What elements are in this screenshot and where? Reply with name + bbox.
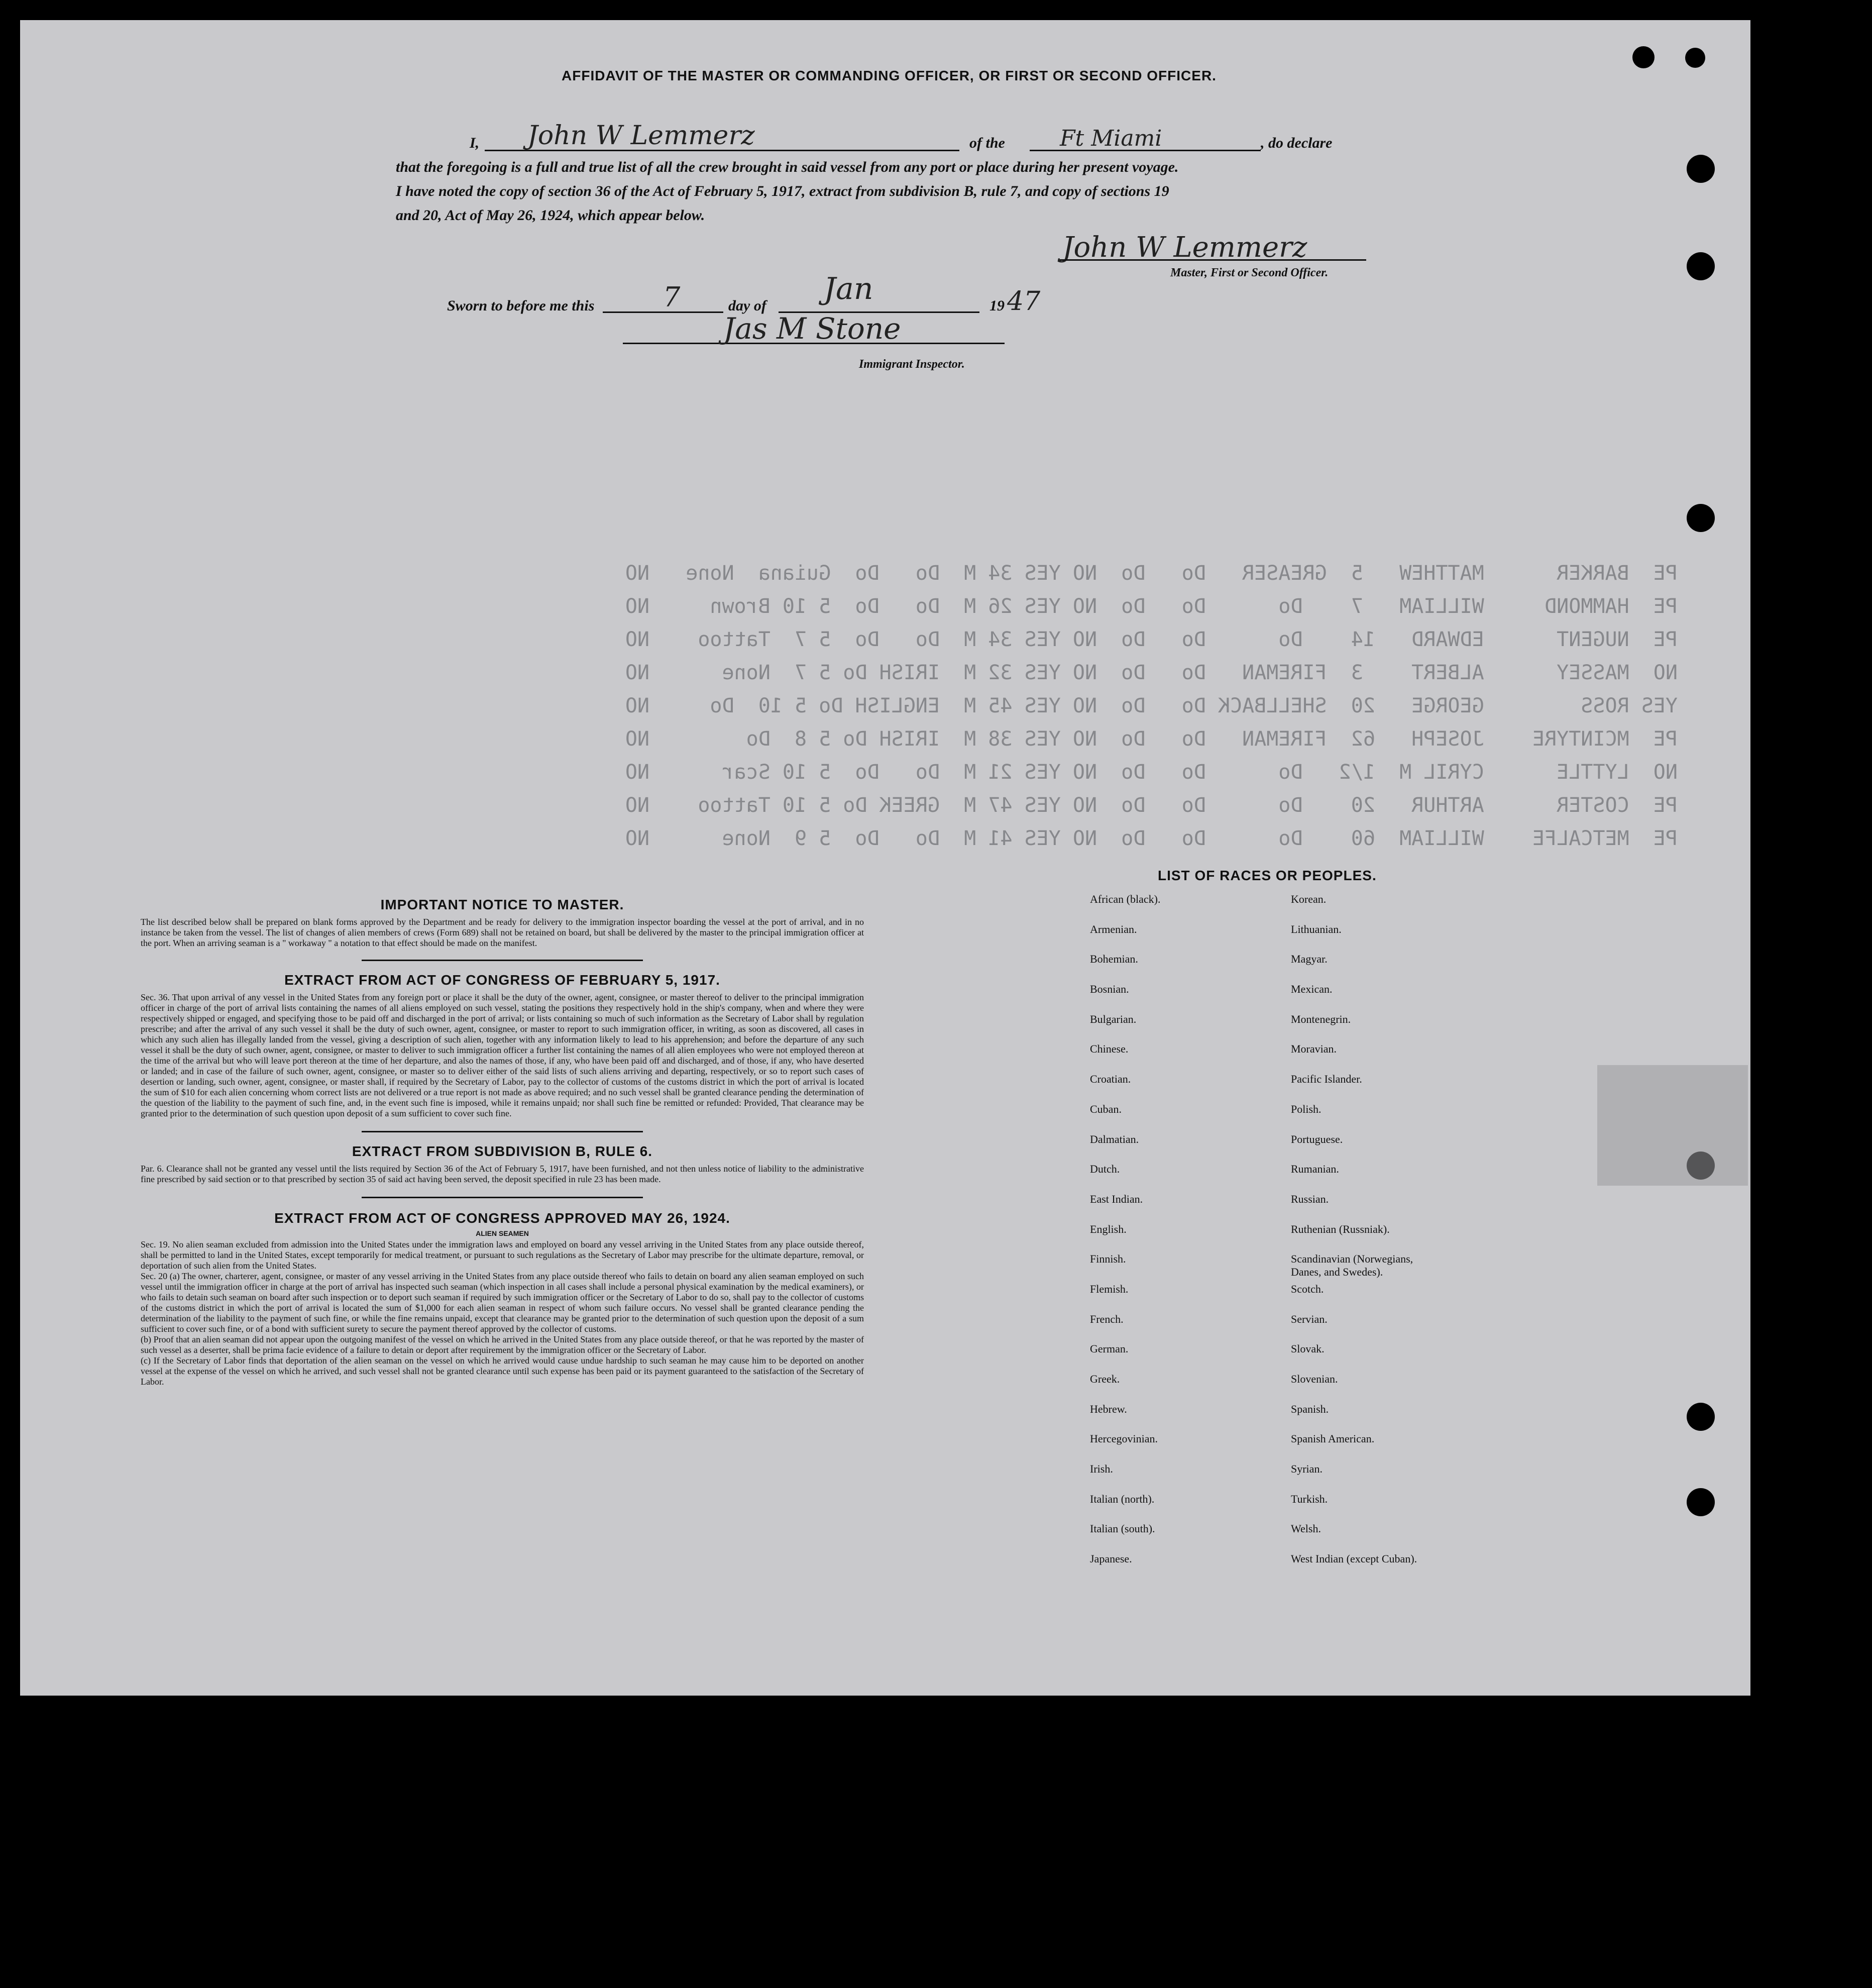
affidavit-line-2: that the foregoing is a full and true list of all the crew brought in said vessel from any port or place during her present voyage. xyxy=(396,159,1179,175)
rule-6-body: Par. 6. Clearance shall not be granted any vessel until the lists required by Section 36 of the Act of February 5, 1917, have been furnished, and not then unless notice of liability to the administrative fine prescribed by said section or to that prescribed by section 35 of said act having been served, the deposit specified in rule 23 has been made. xyxy=(141,1164,864,1184)
race-item: Japanese. xyxy=(1090,1552,1132,1565)
race-item: West Indian (except Cuban). xyxy=(1291,1552,1417,1565)
master-signature: John W Lemmerz xyxy=(1062,231,1307,264)
master-caption: Master, First or Second Officer. xyxy=(1170,266,1329,279)
declarant-label: I, xyxy=(470,135,480,151)
declare-label: , do declare xyxy=(1261,135,1333,151)
race-item: English. xyxy=(1090,1222,1127,1235)
race-item: Italian (south). xyxy=(1090,1522,1155,1535)
punch-hole xyxy=(1632,46,1655,68)
punch-hole xyxy=(1687,1488,1715,1516)
race-item: Welsh. xyxy=(1291,1522,1321,1535)
punch-hole xyxy=(1687,1403,1715,1431)
affidavit-line-4: and 20, Act of May 26, 1924, which appear below. xyxy=(396,207,705,224)
year-prefix: 19 xyxy=(989,297,1005,314)
race-item: Magyar. xyxy=(1291,953,1328,966)
extract-1917-body: Sec. 36. That upon arrival of any vessel in the United States from any foreign port or place it shall be the duty of the owner, agent, consignee, or master thereof to deliver to the principal immigration officer in charge of the port of arrival lists containing the names of all aliens employed on such vessel, stating the positions they respectively hold in the ship's company, when and where they were respectively shipped or engaged, and specifying those to be paid off and discharged in the port of arrival; or lists containing so much of such information as the Secretary of Labor shall by regulation prescribe; and after the arrival of any such vessel it shall be the duty of such owner, agent, consignee, or master to report to such immigration officer, in writing, as soon as discovered, all cases in which any such alien has illegally landed from the vessel, giving a description of such alien, together with any information likely to lead to his apprehension; and before the departure of any such vessel it shall be the duty of such owner, agent, consignee, or master to deliver to such immigration officer a further list containing the names of all alien employees who were not employed thereon at the time of the arrival but who will leave port thereon at the time of her departure, and also the names of those, if any, who have been paid off and discharged, and of those, if any, who have deserted or landed; and in case of the failure of such owner, agent, consignee, or master so to deliver either of the said lists of such aliens arriving and departing, respectively, or so to report such cases of desertion or landing, such owner, agent, consignee, or master shall, if required by the Secretary of Labor, pay to the collector of customs of the customs district in which the port of arrival is located the sum of $10 for each alien concerning whom correct lists are not delivered or a true report is not made as above required; and no such vessel shall be granted clearance pending the determination of the question of the liability to the payment of such fine, and, in the event such fine is imposed, while it remains unpaid; nor shall such fine be remitted or refunded: Provided, That clearance may be granted prior to the determination of such question upon deposit of a sum sufficient to cover such fine. xyxy=(141,992,864,1118)
race-item: Hebrew. xyxy=(1090,1402,1127,1415)
ghost-row: YES ROSS GEORGE 20 SHELLBACK Do Do NO YES 45 M ENGLISH Do 5 10 Do NO xyxy=(625,694,1678,717)
ghost-row: PE BARKER MATTHEW 5 GREASER Do Do NO YES 34 M Do Do Guiana None NO xyxy=(625,562,1678,585)
race-item: Dalmatian. xyxy=(1090,1132,1139,1145)
punch-hole xyxy=(1687,504,1715,532)
race-item: Flemish. xyxy=(1090,1282,1129,1295)
race-item: Montenegrin. xyxy=(1291,1012,1351,1025)
race-item: Turkish. xyxy=(1291,1492,1328,1505)
punch-hole xyxy=(1685,48,1705,68)
divider xyxy=(362,960,643,961)
ghost-row: PE COSTER ARTHUR 20 Do Do Do NO YES 47 M GREEK Do 5 10 Tattoo NO xyxy=(625,794,1678,817)
year-value: 47 xyxy=(1007,286,1041,317)
sec-20a-body: Sec. 20 (a) The owner, charterer, agent, consignee, or master of any vessel arriving in the United States from any place outside thereof who fails to detain on board any alien seaman employed on such vessel until the immigration officer in charge at the port of arrival has inspected such seaman (which inspection in all cases shall include a personal physical examination by the medical examiners), or who fails to detain such seaman on board after such inspection or to deport such seaman if required by such immigration officer or the Secretary of Labor to do so, shall pay to the collector of customs of the customs district in which the port of arrival is located the sum of $1,000 for each alien seaman in respect of whom such failure occurs. No vessel shall be granted clearance pending the determination of the liability to the payment of such fine, or while the fine remains unpaid, except that clearance may be granted prior to the determination of such question upon the deposit of a sum sufficient to cover such fine, or of a bond with sufficient surety to secure the payment thereof approved by the collector of customs. xyxy=(141,1271,864,1334)
race-item: Slovak. xyxy=(1291,1342,1325,1355)
smudge xyxy=(1597,1065,1748,1186)
race-item: Greek. xyxy=(1090,1373,1120,1385)
race-item: Servian. xyxy=(1291,1312,1328,1325)
divider xyxy=(362,1131,643,1132)
race-item: Spanish American. xyxy=(1291,1432,1375,1445)
race-item: Irish. xyxy=(1090,1462,1113,1476)
race-item: Croatian. xyxy=(1090,1073,1131,1086)
extract-1917-title: EXTRACT FROM ACT OF CONGRESS OF FEBRUARY 5, 1917. xyxy=(284,972,720,988)
race-item: Chinese. xyxy=(1090,1042,1129,1056)
master-signature-line xyxy=(1060,259,1366,261)
ghost-row: PE HAMMOND WILLIAM 7 Do Do Do NO YES 26 M Do Do 5 10 Brown NO xyxy=(625,595,1678,618)
race-item: Ruthenian (Russniak). xyxy=(1291,1222,1390,1235)
bleed-through-rows xyxy=(522,562,1678,860)
race-item: Polish. xyxy=(1291,1102,1322,1115)
ghost-row: PE MCINTYRE JOSEPH 62 FIREMAN Do Do NO YES 38 M IRISH Do 5 8 Do NO xyxy=(625,727,1678,751)
affidavit-line-3: I have noted the copy of section 36 of the Act of February 5, 1917, extract from subdivision B, rule 7, and copy of sections 19 xyxy=(396,183,1169,199)
race-item: Dutch. xyxy=(1090,1163,1120,1176)
race-item: Mexican. xyxy=(1291,983,1333,996)
day-of-label: day of xyxy=(728,297,766,314)
day-value: 7 xyxy=(663,281,681,313)
race-item: Armenian. xyxy=(1090,922,1137,935)
races-title: LIST OF RACES OR PEOPLES. xyxy=(1158,868,1377,883)
race-item: Russian. xyxy=(1291,1192,1329,1205)
races-right-list xyxy=(1291,893,1522,1583)
race-item: Lithuanian. xyxy=(1291,922,1342,935)
inspector-signature: Jas M Stone xyxy=(723,311,901,346)
race-item: East Indian. xyxy=(1090,1192,1143,1205)
notice-title: IMPORTANT NOTICE TO MASTER. xyxy=(380,897,624,912)
document-page xyxy=(20,20,1750,1696)
sec-19-body: Sec. 19. No alien seaman excluded from admission into the United States under the immigration laws and employed on board any vessel arriving in the United States from any place outside thereof, shall be permitted to land in the United States, except temporarily for medical treatment, or pursuant to such regulations as the Secretary of Labor may prescribe for the ultimate departure, removal, or deportation of such alien from the United States. xyxy=(141,1239,864,1271)
notice-body: The list described below shall be prepared on blank forms approved by the Department and be ready for delivery to the immigration inspector boarding the vessel at the port of arrival, and in no instance be taken from the vessel. The list of changes of alien members of crews (Form 689) shall not be retained on board, but shall be delivered by the master to the principal immigration officer at the port. When an arriving seaman is a " workaway " a notation to that effect should be made on the manifest. xyxy=(141,917,864,948)
race-item: German. xyxy=(1090,1342,1129,1355)
master-name: John W Lemmerz xyxy=(527,121,755,151)
race-item: Hercegovinian. xyxy=(1090,1432,1158,1445)
notices-column xyxy=(141,897,864,1387)
sworn-label: Sworn to before me this xyxy=(447,297,595,314)
race-item: Moravian. xyxy=(1291,1042,1337,1056)
race-item: Bosnian. xyxy=(1090,983,1129,996)
race-item: Cuban. xyxy=(1090,1102,1122,1115)
race-item: Korean. xyxy=(1291,893,1327,905)
month-value: Jan xyxy=(824,271,873,306)
race-item: Syrian. xyxy=(1291,1462,1323,1476)
ghost-row: PE NUGENT EDWARD 14 Do Do Do NO YES 34 M Do Do 5 7 Tattoo NO xyxy=(625,628,1678,651)
ghost-row: PE METCALFE WILLIAM 60 Do Do Do NO YES 41 M Do Do 5 9 None NO xyxy=(625,827,1678,850)
extract-1924-title: EXTRACT FROM ACT OF CONGRESS APPROVED MAY 26, 1924. xyxy=(274,1210,730,1226)
affidavit-title: AFFIDAVIT OF THE MASTER OR COMMANDING OFFICER, OR FIRST OR SECOND OFFICER. xyxy=(562,68,1217,83)
ghost-row: NO MASSEY ALBERT 3 FIREMAN Do Do NO YES 32 M IRISH Do 5 7 None NO xyxy=(625,661,1678,684)
ghost-row: NO LYTTLE CYRIL M 1/2 Do Do Do NO YES 21 M Do Do 5 10 Scar NO xyxy=(625,761,1678,784)
race-item: Scandinavian (Norwegians, Danes, and Swedes). xyxy=(1291,1252,1413,1279)
race-item: French. xyxy=(1090,1312,1124,1325)
races-left-list xyxy=(1090,893,1281,1583)
race-item: Italian (north). xyxy=(1090,1492,1155,1505)
race-item: Finnish. xyxy=(1090,1252,1126,1266)
extract-1924-subtitle: ALIEN SEAMEN xyxy=(476,1229,529,1237)
divider xyxy=(362,1197,643,1198)
race-item: African (black). xyxy=(1090,893,1161,905)
race-item: Scotch. xyxy=(1291,1282,1324,1295)
vessel-name: Ft Miami xyxy=(1060,126,1162,151)
rule-6-title: EXTRACT FROM SUBDIVISION B, RULE 6. xyxy=(352,1143,653,1159)
race-item: Pacific Islander. xyxy=(1291,1073,1362,1086)
race-item: Bohemian. xyxy=(1090,953,1138,966)
sec-20b-body: (b) Proof that an alien seaman did not appear upon the outgoing manifest of the vessel on which he arrived in the United States from any place outside thereof, or that he was reported by the master of such vessel as a deserter, shall be prima facie evidence of a failure to detain or deport after requirement by the immigration officer or the Secretary of Labor. xyxy=(141,1334,864,1355)
race-item: Slovenian. xyxy=(1291,1373,1338,1385)
inspector-caption: Immigrant Inspector. xyxy=(859,358,965,371)
punch-hole xyxy=(1687,252,1715,280)
race-item: Rumanian. xyxy=(1291,1163,1339,1176)
race-item: Spanish. xyxy=(1291,1402,1329,1415)
of-the-label: of the xyxy=(969,135,1005,151)
race-item: Bulgarian. xyxy=(1090,1012,1137,1025)
punch-hole xyxy=(1687,155,1715,183)
race-item: Portuguese. xyxy=(1291,1132,1343,1145)
sec-20c-body: (c) If the Secretary of Labor finds that deportation of the alien seaman on the vessel on which he arrived would cause undue hardship to such seaman he may cause him to be deported on another vessel at the expense of the vessel on which he arrived, and such vessel shall not be granted clearance until such expense has been paid or its payment guaranteed to the satisfaction of the Secretary of Labor. xyxy=(141,1355,864,1387)
